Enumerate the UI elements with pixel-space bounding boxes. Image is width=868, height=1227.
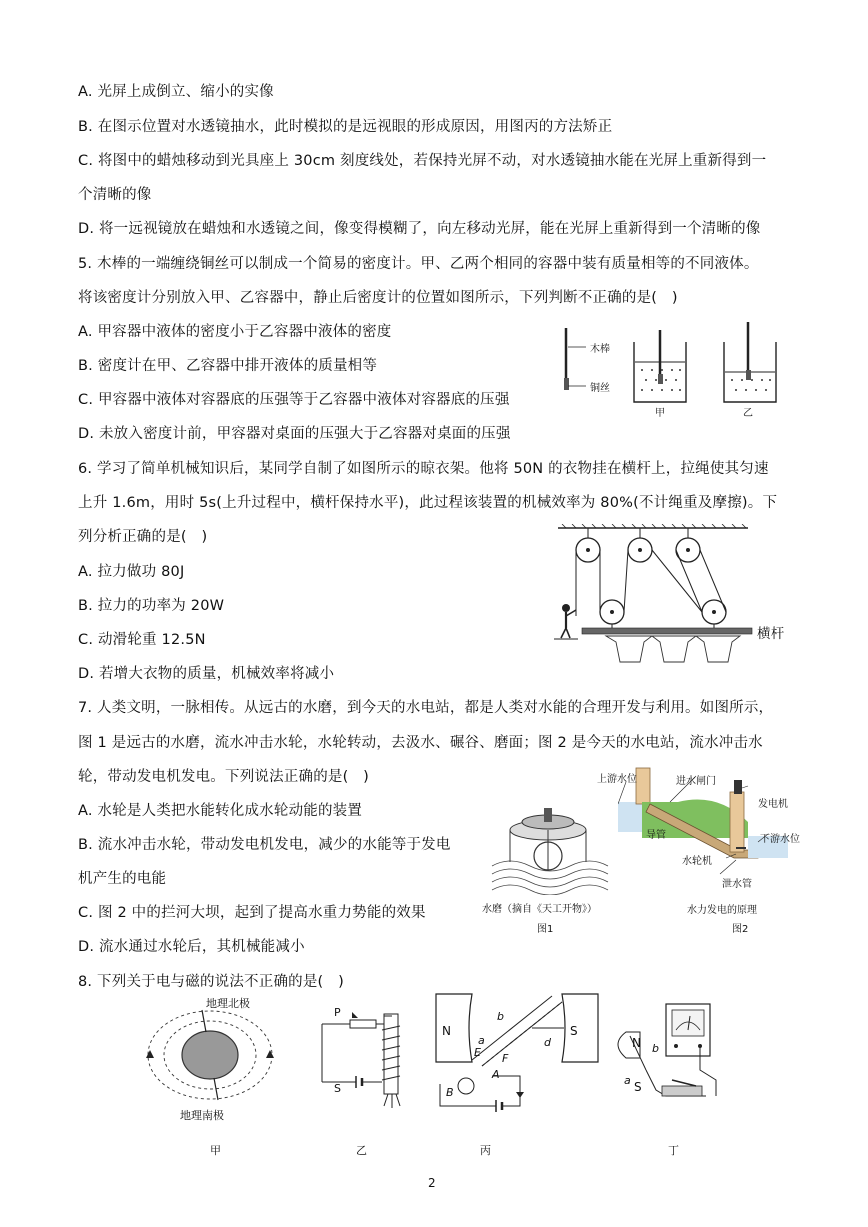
q8-bing-a: a bbox=[478, 1034, 485, 1047]
q8-jia-north: 地理北极 bbox=[206, 997, 250, 1010]
q5-option-c: C. 甲容器中液体对容器底的压强等于乙容器中液体对容器底的压强 bbox=[78, 392, 510, 408]
q5-label-jia: 甲 bbox=[655, 408, 665, 419]
q8-bing-aa: A bbox=[492, 1068, 500, 1081]
q4-option-c-line1: C. 将图中的蜡烛移动到光具座上 30cm 刻度线处，若保持光屏不动，对水透镜抽水能在光屏上重新得到一 bbox=[78, 153, 767, 169]
q6-option-b: B. 拉力的功率为 20W bbox=[78, 598, 225, 614]
q7-fig1-caption: 水磨（摘自《天工开物》） bbox=[482, 904, 597, 915]
q5-option-b: B. 密度计在甲、乙容器中排开液体的质量相等 bbox=[78, 358, 378, 374]
q7-fig2-gate: 进水闸门 bbox=[676, 776, 716, 787]
q8-ding-label: 丁 bbox=[668, 1144, 679, 1157]
q8-bing-f: F bbox=[502, 1052, 509, 1065]
q8-stem: 8. 下列关于电与磁的说法不正确的是( ) bbox=[78, 974, 344, 990]
q7-option-b-line2: 机产生的电能 bbox=[78, 871, 167, 887]
q8-ding-s: S bbox=[634, 1080, 642, 1094]
q7-fig2-generator: 发电机 bbox=[758, 799, 788, 810]
q6-pulley-figure bbox=[548, 524, 758, 684]
q7-stem-line1: 7. 人类文明，一脉相传。从远古的水磨，到今天的水电站，都是人类对水能的合理开发与利用。如图所示， bbox=[78, 700, 774, 716]
q6-label-bar: 横杆 bbox=[757, 626, 785, 642]
q4-option-d: D. 将一远视镜放在蜡烛和水透镜之间，像变得模糊了，向左移动光屏，能在光屏上重新得到一个清晰的像 bbox=[78, 221, 761, 237]
q8-bing-s: S bbox=[570, 1024, 578, 1038]
q6-stem-line1: 6. 学习了简单机械知识后，某同学自制了如图所示的晾衣架。他将 50N 的衣物挂在横杆上，拉绳使其匀速 bbox=[78, 461, 769, 477]
q5-label-yi: 乙 bbox=[743, 408, 753, 419]
q7-fig2-caption: 水力发电的原理 bbox=[687, 905, 757, 916]
q7-option-a: A. 水轮是人类把水能转化成水轮动能的装置 bbox=[78, 803, 363, 819]
q7-fig2-pipe: 导管 bbox=[646, 830, 666, 841]
q4-option-b: B. 在图示位置对水透镜抽水，此时模拟的是远视眼的形成原因，用图丙的方法矫正 bbox=[78, 119, 613, 135]
q8-bing-n: N bbox=[442, 1024, 451, 1038]
q8-jia-south: 地理南极 bbox=[180, 1109, 224, 1122]
q8-yi-s: S bbox=[334, 1082, 341, 1095]
q5-stem-line1: 5. 木棒的一端缠绕铜丝可以制成一个简易的密度计。甲、乙两个相同的容器中装有质量相等的不同液体。 bbox=[78, 256, 759, 272]
q6-option-c: C. 动滑轮重 12.5N bbox=[78, 632, 206, 648]
q6-stem-line2: 上升 1.6m，用时 5s(上升过程中，横杆保持水平)，此过程该装置的机械效率为 80%(不计绳重及摩擦)。下 bbox=[78, 495, 778, 511]
q7-fig2-turbine: 水轮机 bbox=[682, 856, 712, 867]
q5-option-a: A. 甲容器中液体的密度小于乙容器中液体的密度 bbox=[78, 324, 392, 340]
q7-option-d: D. 流水通过水轮后，其机械能减小 bbox=[78, 939, 305, 955]
q8-bing-e: E bbox=[474, 1046, 481, 1059]
q8-ding-b: b bbox=[652, 1042, 659, 1055]
q7-stem-line3: 轮，带动发电机发电。下列说法正确的是( ) bbox=[78, 769, 370, 785]
q8-bing-bb: B bbox=[446, 1086, 454, 1099]
q8-ding-n: N bbox=[632, 1036, 641, 1050]
q5-stem-line2: 将该密度计分别放入甲、乙容器中，静止后密度计的位置如图所示，下列判断不正确的是( ) bbox=[78, 290, 678, 306]
q6-option-d: D. 若增大衣物的质量，机械效率将减小 bbox=[78, 666, 335, 682]
page-number: 2 bbox=[428, 1176, 436, 1190]
q8-earth-field-figure bbox=[140, 1000, 280, 1110]
q7-fig2-label: 图2 bbox=[732, 924, 749, 935]
q4-option-c-line2: 个清晰的像 bbox=[78, 187, 152, 203]
q7-fig2-downstream: 下游水位 bbox=[760, 834, 800, 845]
q8-ding-a: a bbox=[624, 1074, 631, 1087]
q5-option-d: D. 未放入密度计前，甲容器对桌面的压强大于乙容器对桌面的压强 bbox=[78, 426, 511, 442]
q6-stem-line3: 列分析正确的是( ) bbox=[78, 529, 208, 545]
q8-galvanometer-figure bbox=[606, 1000, 726, 1110]
q5-label-wire: 铜丝 bbox=[590, 383, 610, 394]
q7-option-b-line1: B. 流水冲击水轮，带动发电机发电，减少的水能等于发电 bbox=[78, 837, 451, 853]
q8-conductor-figure bbox=[432, 988, 602, 1113]
q8-jia-label: 甲 bbox=[210, 1144, 221, 1157]
q8-bing-label: 丙 bbox=[480, 1144, 491, 1157]
q7-fig2-upstream: 上游水位 bbox=[597, 774, 637, 785]
q7-option-c: C. 图 2 中的拦河大坝，起到了提高水重力势能的效果 bbox=[78, 905, 426, 921]
q7-stem-line2: 图 1 是远古的水磨，流水冲击水轮，水轮转动，去汲水、碾谷、磨面；图 2 是今天的水电站，流水冲击水 bbox=[78, 735, 763, 751]
q8-electromagnet-figure bbox=[316, 1010, 416, 1110]
q7-fig2-outlet: 泄水管 bbox=[722, 879, 752, 890]
q8-bing-d: d bbox=[544, 1036, 551, 1049]
q6-option-a: A. 拉力做功 80J bbox=[78, 564, 185, 580]
q8-bing-b: b bbox=[497, 1010, 504, 1023]
q7-water-mill-figure bbox=[490, 800, 610, 895]
q8-yi-label: 乙 bbox=[356, 1144, 367, 1157]
q5-label-stick: 木棒 bbox=[590, 344, 610, 355]
q8-yi-p: P bbox=[334, 1006, 341, 1019]
q7-fig1-label: 图1 bbox=[537, 924, 554, 935]
q4-option-a: A. 光屏上成倒立、缩小的实像 bbox=[78, 84, 274, 100]
